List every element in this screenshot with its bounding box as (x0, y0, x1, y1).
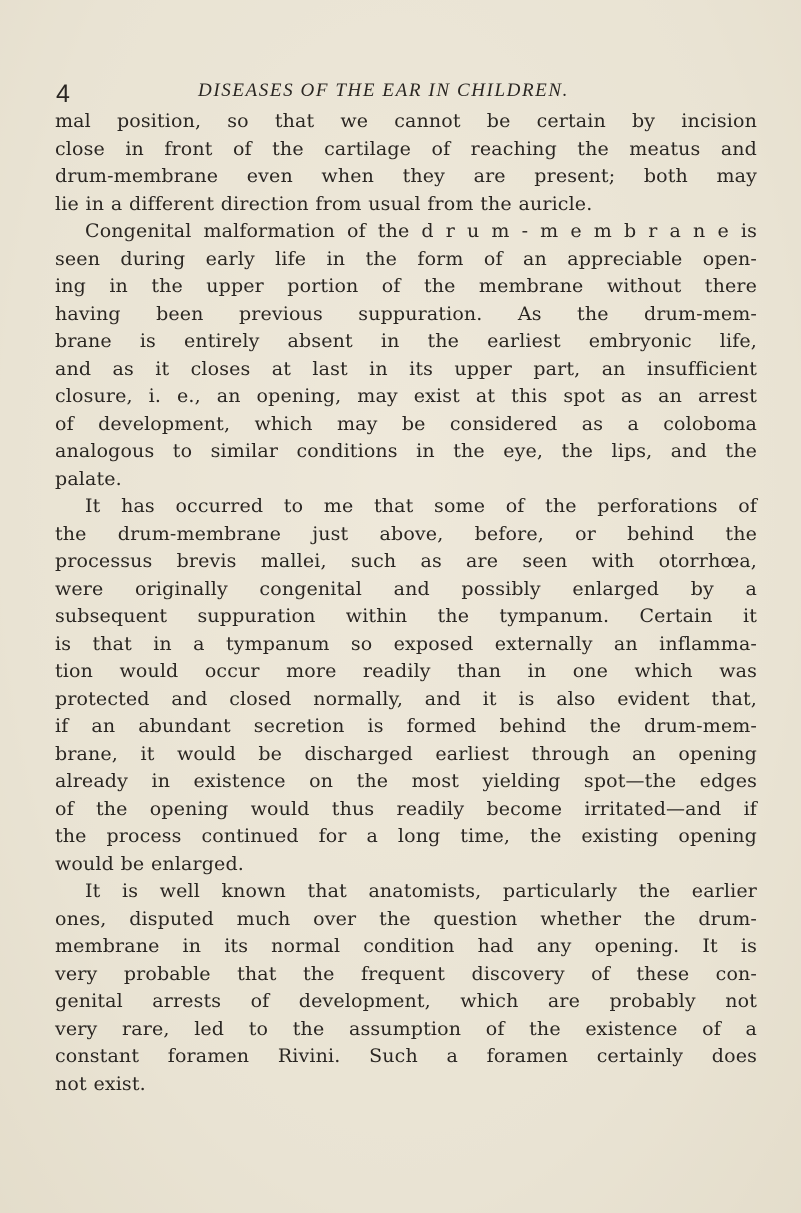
page-number: 4 (56, 80, 70, 108)
text-line: protected and closed normally, and it is also evident that, (55, 687, 757, 710)
text-line: the drum-membrane just above, before, or behind the (55, 522, 757, 545)
text-line: genital arrests of development, which are probably not (55, 990, 757, 1012)
text-line: very rare, led to the assumption of the existence of a (55, 1017, 757, 1040)
text-line: if an abundant secretion is formed behind the drum-mem- (55, 715, 757, 737)
paragraph-2 (55, 218, 757, 493)
text-line: constant foramen Rivini. Such a foramen certainly does (55, 1045, 757, 1067)
paragraph-3 (55, 493, 757, 878)
text-line: of development, which may be considered as a coloboma (55, 412, 757, 435)
text-line: membrane in its normal condition had any opening. It is (55, 935, 757, 957)
text-line: lie in a different direction from usual from the auricle. (55, 192, 593, 215)
text-line: ones, disputed much over the question whether the drum- (55, 907, 757, 930)
text-line: not exist. (55, 1072, 146, 1095)
text-line: and as it closes at last in its upper part, an insufficient (55, 357, 757, 380)
text-line: ing in the upper portion of the membrane without there (55, 275, 757, 297)
text-line: palate. (55, 467, 122, 490)
text-line: having been previous suppuration. As the drum-mem- (55, 302, 757, 325)
text-line: seen during early life in the form of an appreciable open- (55, 247, 757, 270)
text-line: It is well known that anatomists, particularly the earlier (85, 880, 757, 902)
page-header (56, 76, 756, 112)
text-line: is that in a tympanum so exposed externally an inflamma- (55, 632, 757, 655)
text-line: Congenital malformation of the d r u m - m e m b r a n e is (85, 220, 757, 242)
text-line: analogous to similar conditions in the eye, the lips, and the (55, 440, 757, 462)
text-line: very probable that the frequent discovery of these con- (55, 962, 757, 985)
paragraph-4 (55, 878, 757, 1098)
text-line: brane, it would be discharged earliest through an opening (55, 742, 757, 765)
text-line: closure, i. e., an opening, may exist at this spot as an arrest (55, 385, 757, 407)
text-line: It has occurred to me that some of the perforations of (85, 495, 757, 517)
text-line: of the opening would thus readily become irritated—and if (55, 797, 757, 820)
text-line: mal position, so that we cannot be certain by incision (55, 110, 757, 132)
text-line: would be enlarged. (55, 852, 244, 875)
text-line: drum-membrane even when they are present; both may (55, 165, 757, 187)
text-line: brane is entirely absent in the earliest embryonic life, (55, 330, 757, 352)
text-line: the process continued for a long time, the existing opening (55, 825, 757, 847)
text-line: subsequent suppuration within the tympanum. Certain it (55, 605, 757, 627)
text-line: tion would occur more readily than in one which was (55, 660, 757, 682)
running-head: DISEASES OF THE EAR IN CHILDREN. (198, 80, 569, 101)
text-line: close in front of the cartilage of reaching the meatus and (55, 137, 757, 160)
paragraph-1 (55, 108, 757, 218)
body-text (55, 108, 757, 1098)
text-line: already in existence on the most yielding spot—the edges (55, 770, 757, 792)
text-line: processus brevis mallei, such as are seen with otorrhœa, (55, 550, 757, 572)
text-line: were originally congenital and possibly enlarged by a (55, 577, 757, 600)
